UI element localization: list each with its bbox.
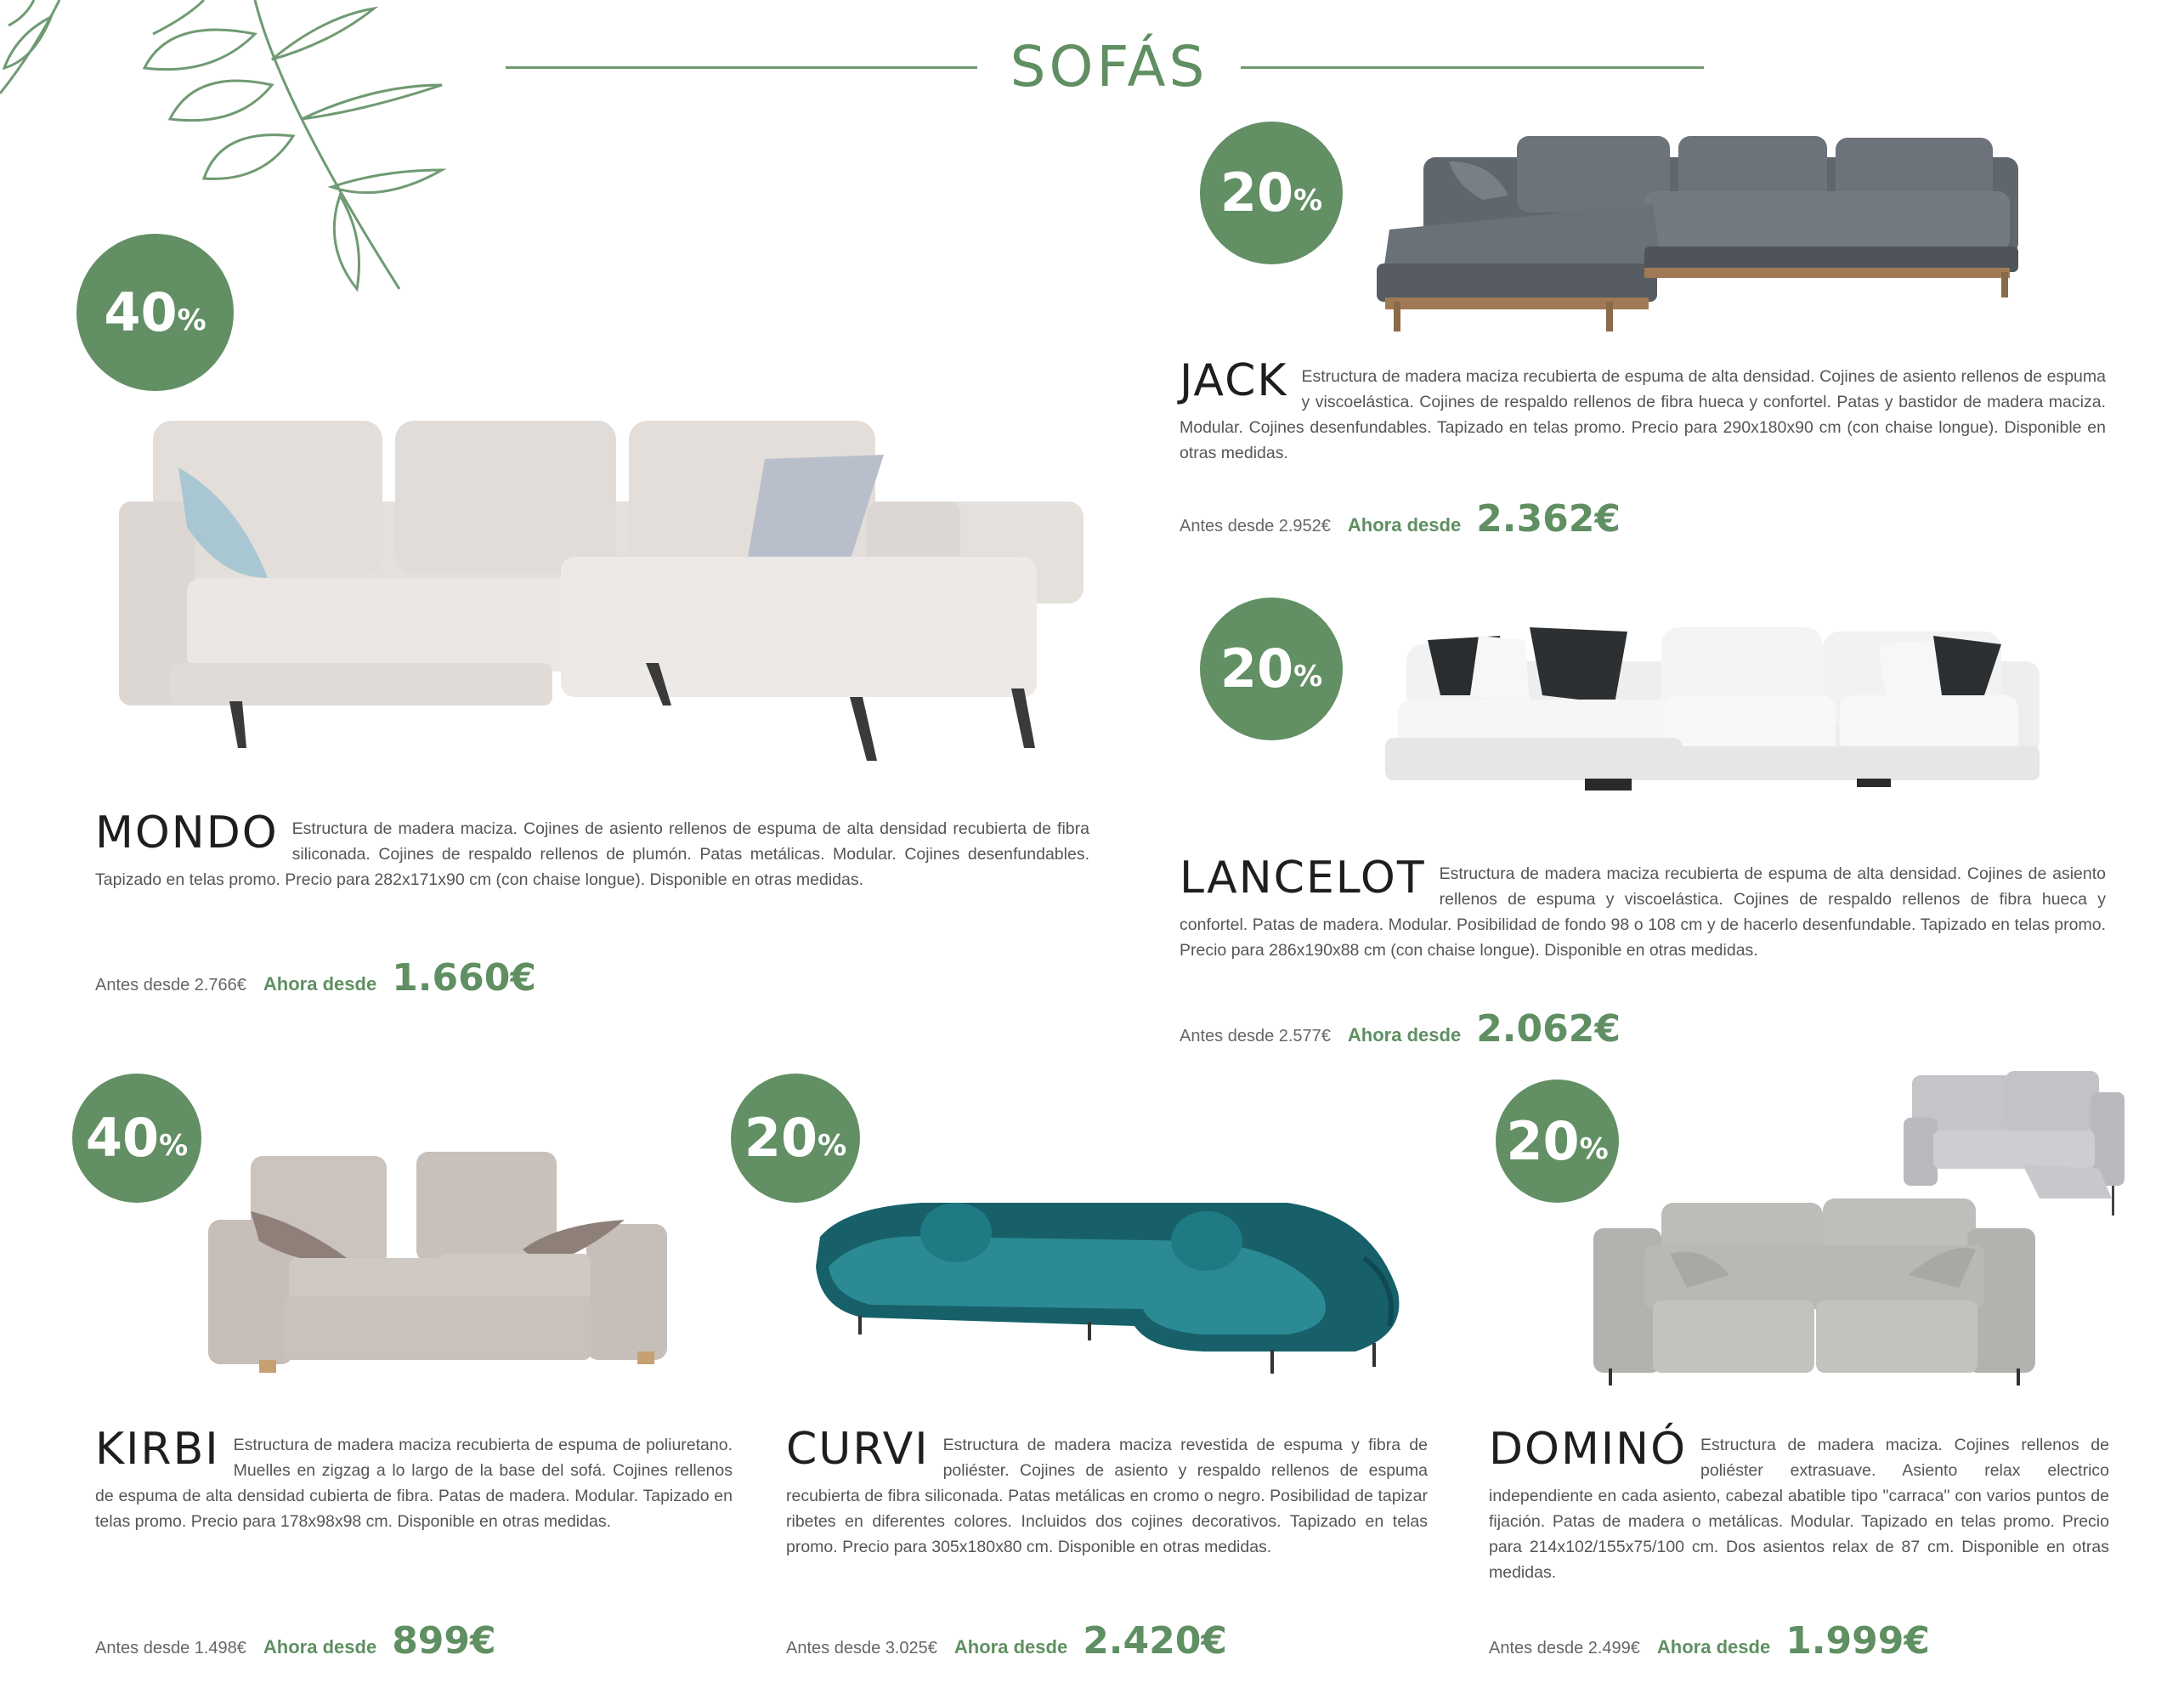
discount-badge: 20 %: [1496, 1080, 1619, 1203]
price-now-label: Ahora desde: [263, 1636, 377, 1658]
price-row: [1180, 1007, 1621, 1051]
price-now: 2.420€: [1083, 1619, 1227, 1663]
price-before: Antes desde 2.766€: [95, 976, 246, 994]
price-before: Antes desde 2.499€: [1489, 1639, 1640, 1658]
price-before: Antes desde 1.498€: [95, 1639, 246, 1658]
discount-badge: 40 %: [72, 1074, 201, 1203]
product-name: CURVI: [786, 1424, 930, 1475]
price-now-label: Ahora desde: [1656, 1636, 1771, 1658]
price-now-label: Ahora desde: [1347, 514, 1462, 536]
page-title: SOFÁS: [1010, 34, 1208, 99]
price-now-label: Ahora desde: [263, 973, 377, 994]
price-now: 1.999€: [1785, 1619, 1930, 1663]
price-before: Antes desde 2.577€: [1180, 1027, 1331, 1046]
price-now: 1.660€: [392, 956, 536, 1000]
discount-badge: 40 %: [76, 234, 234, 391]
price-row: [1489, 1619, 1930, 1663]
price-now: 2.362€: [1476, 497, 1621, 541]
header-line-left: [506, 66, 977, 69]
product-description: MONDO Estructura de madera maciza. Cojines de asiento rellenos de espuma de alta densidad recubierta de fibra siliconada. Cojines de respaldo rellenos de plumón. Patas metálicas. Modular. Cojines desenfundables. Tapizado en telas promo. Precio para 282x171x90 cm (con chaise longue). Disponible en otras medidas.: [95, 808, 1089, 889]
sofa-image: [1593, 1194, 2035, 1386]
sofa-image: [1381, 610, 2048, 814]
price-row: [95, 956, 536, 1000]
price-now: 2.062€: [1476, 1007, 1621, 1051]
product-name: DOMINÓ: [1489, 1424, 1687, 1475]
product-description: KIRBI Estructura de madera maciza recubierta de espuma de poliuretano. Muelles en zigzag a lo largo de la base del sofá. Cojines rellenos de espuma de alta densidad cubierta de fibra. Patas de madera. Modular. Tapizado en telas promo. Precio para 178x98x98 cm. Disponible en otras medidas.: [95, 1424, 733, 1531]
price-now: 899€: [392, 1619, 496, 1663]
price-before: Antes desde 3.025€: [786, 1639, 937, 1658]
sofa-image: [1372, 128, 2035, 340]
price-now-label: Ahora desde: [953, 1636, 1068, 1658]
discount-badge: 20 %: [731, 1074, 860, 1203]
product-name: JACK: [1180, 355, 1288, 406]
product-description: LANCELOT Estructura de madera maciza recubierta de espuma de alta densidad. Cojines de asiento rellenos de espuma y viscoelástica. Cojines de respaldo rellenos de fibra hueca y confortel. Patas de madera. Modular. Posibilidad de fondo 98 o 108 cm y de hacerlo desenfundable. Tapizado en telas promo. Precio para 286x190x88 cm (con chaise longue). Disponible en otras medidas.: [1180, 853, 2106, 960]
price-before: Antes desde 2.952€: [1180, 517, 1331, 536]
product-name: MONDO: [95, 808, 279, 858]
price-row: [786, 1619, 1227, 1663]
sofa-image: [119, 408, 1096, 765]
product-description: JACK Estructura de madera maciza recubierta de espuma de alta densidad. Cojines de asiento rellenos de espuma y viscoelástica. Cojines de respaldo rellenos de fibra hueca y confortel. Patas y bastidor de madera maciza. Modular. Cojines desenfundables. Tapizado en telas promo. Precio para 290x180x90 cm (con chaise longue). Disponible en otras medidas.: [1180, 355, 2106, 462]
sofa-image: [812, 1190, 1406, 1386]
product-name: LANCELOT: [1180, 853, 1426, 904]
product-description: DOMINÓ Estructura de madera maciza. Cojines rellenos de poliéster extrasuave. Asiento relax electrico independiente en cada asiento, cabezal abatible tipo "carraca" con varios puntos de fijación. Patas de madera o metálicas. Modular. Tapizado en telas promo. Precio para 214x102/155x75/100 cm. Dos asientos relax de 87 cm. Disponible en otras medidas.: [1489, 1424, 2109, 1582]
discount-badge: 20 %: [1200, 122, 1343, 264]
product-name: KIRBI: [95, 1424, 220, 1475]
sofa-image: [208, 1152, 671, 1381]
price-now-label: Ahora desde: [1347, 1024, 1462, 1046]
discount-badge: 20 %: [1200, 598, 1343, 740]
product-description: CURVI Estructura de madera maciza revestida de espuma y fibra de poliéster. Cojines de asiento y respaldo rellenos de espuma recubierta de fibra siliconada. Patas metálicas en cromo o negro. Posibilidad de tapizar ribetes en diferentes colores. Incluidos dos cojines decorativos. Tapizado en telas promo. Precio para 305x180x80 cm. Disponible en otras medidas.: [786, 1424, 1428, 1556]
header-line-right: [1241, 66, 1704, 69]
leaf-decoration-icon: [0, 0, 476, 306]
price-row: [95, 1619, 496, 1663]
price-row: [1180, 497, 1621, 541]
